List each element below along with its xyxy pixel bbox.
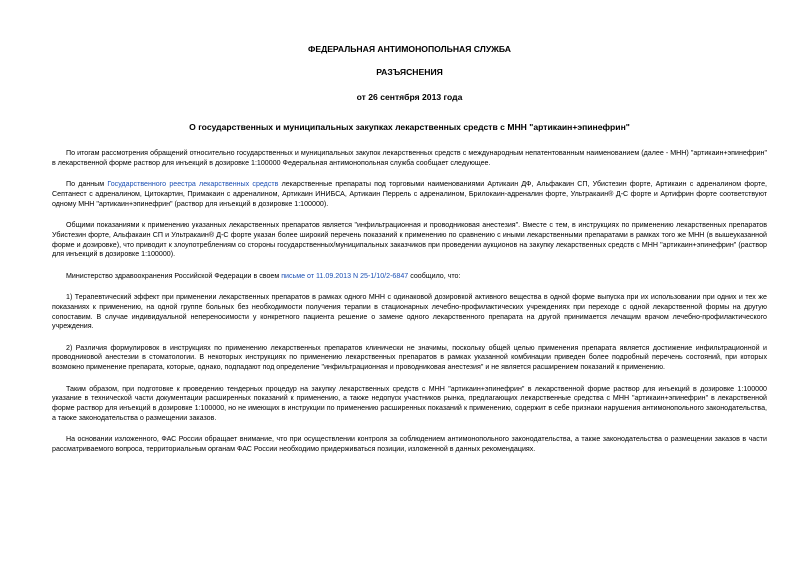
paragraph-ministry (52, 272, 767, 282)
registry-link[interactable]: Государственного реестра лекарственных средств (107, 180, 279, 189)
paragraph-text: сообщило, что: (408, 271, 461, 280)
ministry-letter-link[interactable]: письме от 11.09.2013 N 25-1/10/2-6847 (281, 271, 409, 280)
document-title: О государственных и муниципальных закупках лекарственных средств с МНН "артикаин+эпинефрин" (189, 122, 630, 132)
paragraph-point-2: 2) Различия формулировок в инструкциях по применению лекарственных препаратов клинически не значимы, поскольку общей целью применения препарата является достижение инфильтрационной и проводниковой анестезии в стоматологии. В некоторых инструкциях по применению лекарственных препаратов в рамках указанной комбинации приведен более подробный перечень состояний, при которых возможно применение препарата, которые, однако, подпадают под определение "инфильтрационная и проводниковая анестезия" и не является расширением показаний к применению. (52, 343, 767, 372)
paragraph-final: На основании изложенного, ФАС России обращает внимание, что при осуществлении контроля за соблюдением антимонопольного законодательства, а также законодательства о размещении заказов в части рассматриваемого вопроса, территориальным органам ФАС России необходимо придерживаться позиции, изложенной в данных рекомендациях. (52, 435, 767, 454)
paragraph-text: лекарственные препараты под торговыми наименованиями Артикаин ДФ, Альфакаин СП, Убистезин форте, Артикаин с адреналином форте, Септанест с адреналином, Цитокартин, Примакаин с адреналином, Артикаин ИНИБСА, Артикаин Перрель с адреналином, Брилокаин-адреналин форте, Ультракаин® Д-С форте и Артифрин форте соответствуют одному МНН "артикаин+эпинефрин" (раствор для инъекций в дозировке 1:100000). (52, 180, 767, 208)
paragraph-point-1: 1) Терапевтический эффект при применении лекарственных препаратов в рамках одного МНН с одинаковой дозировкой активного вещества в одной форме выпуска при их использовании при одних и тех же показаниях к применению, на одной группе больных без необходимости получения терапии в стационарных лечебно-профилактических учреждениях при переходе с одной лекарственной формы на другую сопоставим. В случае индивидуальной непереносимости у конкретного пациента решение о замене одного лекарственного препарата на другой принимается лечащим врачом лечебно-профилактического учреждения. (52, 292, 767, 331)
document-type: РАЗЪЯСНЕНИЯ (376, 67, 443, 77)
paragraph-text: Министерство здравоохранения Российской Федерации в своем (66, 271, 282, 280)
paragraph-indications: Общими показаниями к применению указанных лекарственных препаратов является "инфильтрационная и проводниковая анестезия". Вместе с тем, в инструкциях по применению лекарственных препаратов Убистезин форте, Альфакаин СП и Ультракаин® Д-С форте указан более широкий перечень показаний к применению по сравнению с иными лекарственными препаратами в рамках того же МНН (в вышеуказанной форме и дозировке), что приводит к злоупотреблениям со стороны государственных/муниципальных заказчиков при проведении аукционов на закупку лекарственных средств с МНН "артикаин+эпинефрин" (раствор для инъекций в дозировке 1:100000). (52, 220, 767, 259)
agency-name: ФЕДЕРАЛЬНАЯ АНТИМОНОПОЛЬНАЯ СЛУЖБА (308, 44, 511, 54)
paragraph-intro: По итогам рассмотрения обращений относительно государственных и муниципальных закупок лекарственных средств с международным непатентованным наименованием (далее - МНН) "артикаин+эпинефрин" в лекарственной форме раствор для инъекций в дозировке 1:100000 Федеральная антимонопольная служба сообщает следующее. (52, 149, 767, 167)
document-date: от 26 сентября 2013 года (356, 92, 463, 102)
paragraph-registry (52, 180, 767, 209)
document-body (52, 149, 767, 455)
paragraph-text: По данным (66, 180, 108, 189)
paragraph-conclusion: Таким образом, при подготовке к проведению тендерных процедур на закупку лекарственных средств с МНН "артикаин+эпинефрин" в лекарственной форме раствор для инъекций в дозировке 1:100000 указание в технической части документации расширенных показаний к применению, а также недопуск участников рынка, предлагающих лекарственные средства с МНН "артикаин+эпинефрин" в лекарственной форме раствор для инъекций в дозировке 1:100000, но не имеющих в инструкции по применению расширенных показаний к применению, содержит в себе признаки нарушения антимонопольного законодательства, а также законодательства о размещении заказов. (52, 384, 767, 422)
